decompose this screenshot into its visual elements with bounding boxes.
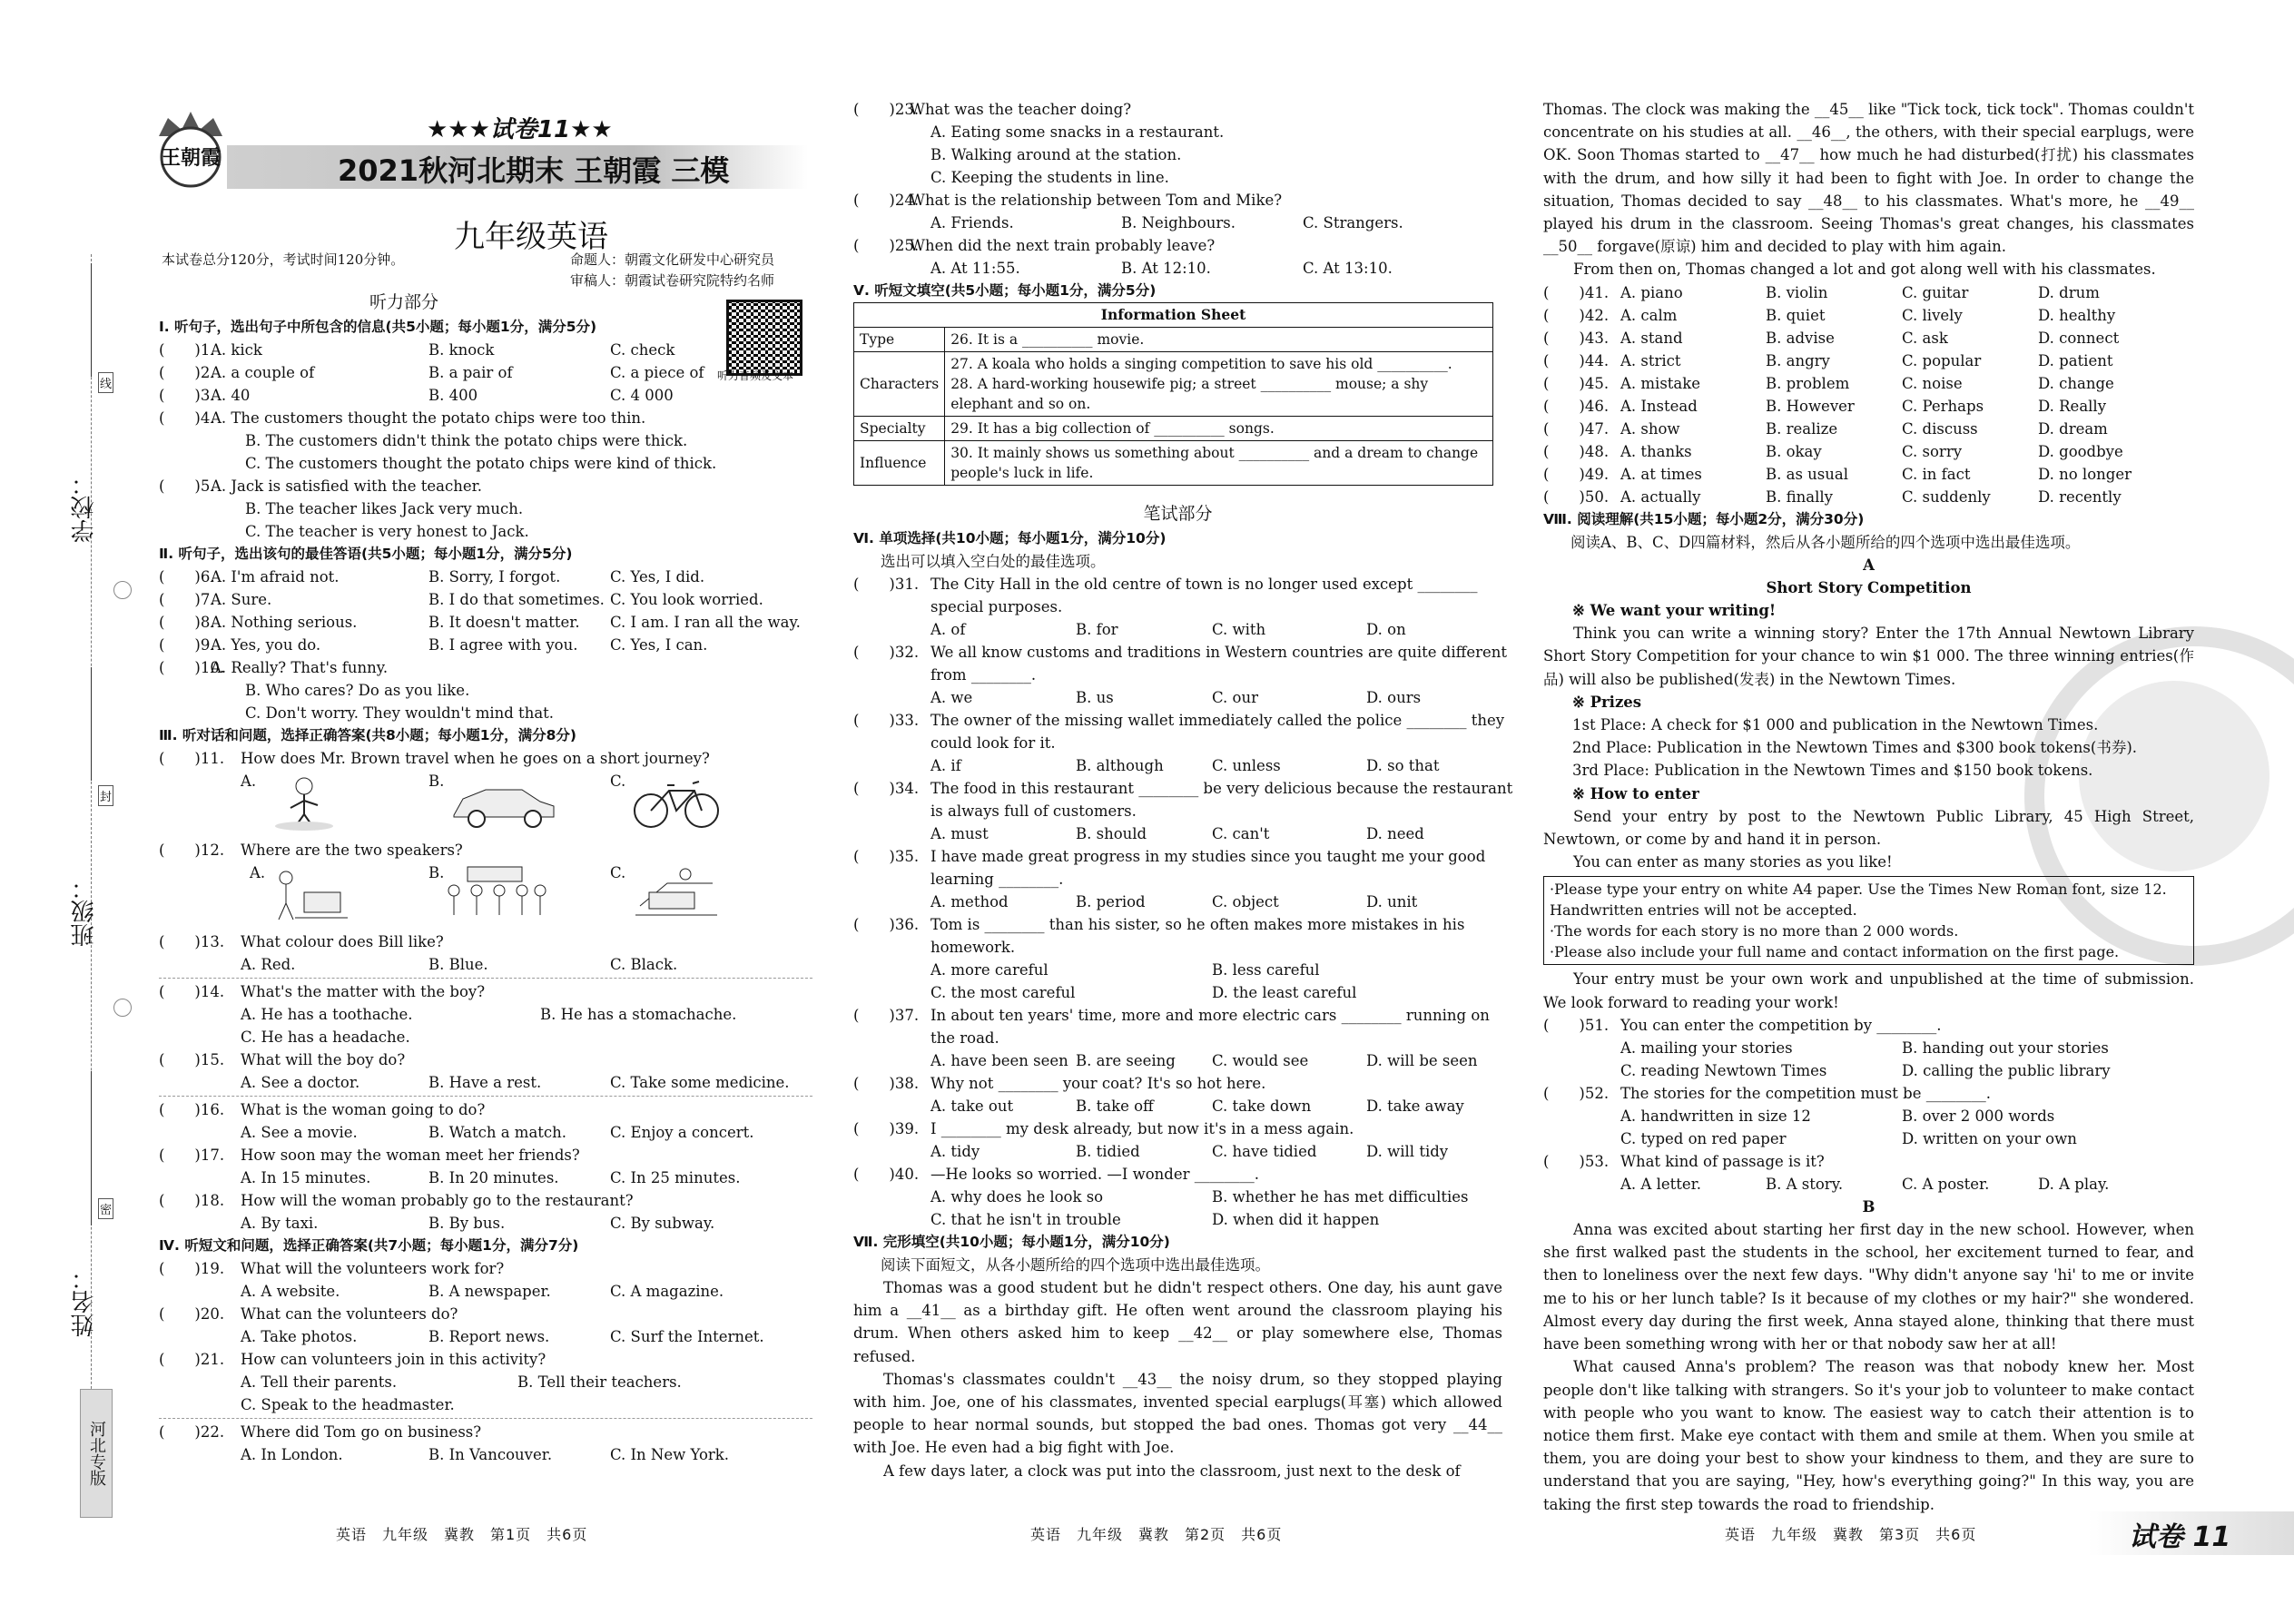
name-label: 姓名： (71, 1266, 98, 1337)
rule-2: ·The words for each story is no more than 2 000 words. (1550, 922, 1959, 940)
qr-caption: 听力音频及文本 (717, 369, 794, 382)
section-7-instruction: 阅读下面短文，从各小题所给的四个选项中选出最佳选项。 (881, 1256, 1270, 1274)
q23-option-b[interactable]: B. Walking around at the station. (930, 146, 1182, 163)
footer-page-3: 英语 九年级 冀教 第3页 共6页 (1725, 1526, 1977, 1543)
q23-option-a[interactable]: A. Eating some snacks in a restaurant. (930, 123, 1225, 141)
q17-options[interactable]: A. In 15 minutes. B. In 20 minutes. C. In 25 minutes. (241, 1169, 741, 1186)
blank-26[interactable]: 26. It is a __________ movie. (945, 328, 1493, 352)
section-4-heading: Ⅳ. 听短文和问题，选择正确答案(共7小题；每小题1分，满分7分) (159, 1237, 579, 1254)
reviewer-line: 审稿人：朝霞试卷研究院特约名师 (570, 272, 775, 289)
row-label-influence: Influence (854, 441, 945, 486)
question-52[interactable]: ( )52. The stories for the competition must be ________. A. handwritten in size 12 B. over 2 000 words C. typed on red paper D. written on your own (1543, 1084, 2077, 1147)
cloze-option-50[interactable]: ( )50. A. actually B. finally C. suddenly D. recently (1543, 487, 2122, 506)
cut-line (91, 254, 92, 1443)
row-label-specialty: Specialty (854, 417, 945, 441)
q11-pictures[interactable]: A. B. C. (159, 770, 812, 839)
question-17[interactable]: ( )17. How soon may the woman meet her friends? (159, 1147, 580, 1164)
q14-options[interactable]: A. He has a toothache. B. He has a stomachache. (241, 1006, 737, 1023)
section-3-heading: Ⅲ. 听对话和问题，选择正确答案(共8小题；每小题1分，满分8分) (159, 727, 576, 743)
divider (159, 1418, 812, 1419)
class-label: 班级： (71, 876, 98, 947)
q4-option-b[interactable]: B. The customers didn't think the potato chips were thick. (245, 432, 688, 449)
question-35[interactable]: ( )35. I have made great progress in my studies since you taught me your good learning ________. A. method B. period C. object D. unit (853, 848, 1486, 910)
cloze-option-45[interactable]: ( )45. A. mistake B. problem C. noise D. change (1543, 374, 2114, 392)
passage-a-letter: A (1863, 556, 1875, 574)
q10-option-c[interactable]: C. Don't worry. They wouldn't mind that. (245, 704, 555, 722)
question-21[interactable]: ( )21. How can volunteers join in this activity? (159, 1351, 546, 1368)
passage-a-p4: Your entry must be your own work and unpublished at the time of submission. We look forward to reading your work! (1543, 970, 2194, 1011)
footer-page-1: 英语 九年级 冀教 第1页 共6页 (336, 1526, 588, 1543)
blank-29[interactable]: 29. It has a big collection of __________ songs. (945, 417, 1493, 441)
section-2-heading: Ⅱ. 听句子，选出该句的最佳答语(共5小题；每小题1分，满分5分) (159, 546, 573, 562)
question-23[interactable]: ( )23. What was the teacher doing? (853, 101, 1132, 118)
exam-title: 2021秋河北期末 王朝霞 三模 (338, 153, 730, 188)
question-25[interactable]: ( )25. When did the next train probably leave? (853, 237, 1216, 254)
passage-a-title: Short Story Competition (1766, 578, 1972, 596)
q16-options[interactable]: A. See a movie. B. Watch a match. C. Enjoy a concert. (241, 1124, 754, 1141)
section-6-instruction: 选出可以填入空白处的最佳选项。 (881, 553, 1106, 570)
passage-a-heading-1: ※ We want your writing! (1572, 602, 1777, 620)
blank-28[interactable]: 28. A hard-working housewife pig; a street __________ mouse; a shy elephant and so on. (950, 376, 1429, 412)
cloze-paragraph-3: A few days later, a clock was put into the classroom, just next to the desk of (883, 1462, 1461, 1480)
question-24[interactable]: ( )24. What is the relationship between Tom and Mike? (853, 192, 1283, 209)
school-line (91, 263, 92, 377)
q12-pictures[interactable]: A. B. C. (159, 861, 812, 930)
passage-a-heading-3: ※ How to enter (1572, 784, 1699, 802)
q18-options[interactable]: A. By taxi. B. By bus. C. By subway. (241, 1215, 715, 1232)
cloze-option-48[interactable]: ( )48. A. thanks B. okay C. sorry D. goodbye (1543, 442, 2123, 460)
passage-a-p1: Think you can write a winning story? Enter the 17th Annual Newtown Library Short Story Competition for your chance to win $1 000. The three winning entries(作品) will also be published(发表) in the Newtown Times. (1543, 625, 2194, 688)
question-4[interactable]: ( )4. A. The customers thought the potato chips were too thin. (159, 409, 646, 427)
section-8-instruction: 阅读A、B、C、D四篇材料，然后从各小题所给的四个选项中选出最佳选项。 (1570, 533, 2081, 551)
row-label-type: Type (854, 328, 945, 352)
question-9[interactable]: ( )9. A. Yes, you do. B. I agree with you. C. Yes, I can. (159, 636, 708, 654)
name-line (91, 1071, 92, 1225)
question-5[interactable]: ( )5. A. Jack is satisfied with the teacher. (159, 477, 482, 495)
question-20[interactable]: ( )20. What can the volunteers do? (159, 1305, 458, 1323)
cloze-options[interactable] (1543, 281, 2194, 508)
question-33[interactable]: ( )33. The owner of the missing wallet immediately called the police ________ they could look for it. A. if B. although C. unless D. so that (853, 712, 1505, 774)
info-sheet-title: Information Sheet (854, 303, 1493, 328)
q22-options[interactable]: A. In London. B. In Vancouver. C. In New York. (241, 1446, 730, 1463)
cloze-paragraph-2: Thomas's classmates couldn't __43__ the noisy drum, so they stopped playing with him. Joe, one of his classmates, invented special earplugs(耳塞) which allowed people to hear normal sounds, but stopped the bad ones. Thomas got very __44__ with Joe. He even had a big fight with Joe. (853, 1370, 1502, 1457)
question-36[interactable]: ( )36. Tom is ________ than his sister, so he often makes more mistakes in his homework. A. more careful B. less careful C. the most careful D. the least careful (853, 916, 1465, 1001)
seal-char-feng: 封 (98, 785, 113, 806)
cloze-option-44[interactable]: ( )44. A. strict B. angry C. popular D. patient (1543, 351, 2113, 369)
punch-hole-2 (113, 999, 132, 1017)
prize-3: 3rd Place: Publication in the Newtown Times and $150 book tokens. (1572, 762, 2093, 780)
question-12[interactable]: ( )12. Where are the two speakers? (159, 842, 463, 859)
q10-option-b[interactable]: B. Who cares? Do as you like. (245, 682, 470, 699)
passage-a-p3: You can enter as many stories as you like! (1573, 853, 1893, 871)
class-line (91, 667, 92, 781)
cloze-option-46[interactable]: ( )46. A. Instead B. However C. Perhaps D. Really (1543, 397, 2107, 415)
cloze-paragraph-5: From then on, Thomas changed a lot and got along well with his classmates. (1573, 261, 2156, 279)
classroom-picture (440, 865, 549, 923)
question-37[interactable]: ( )37. In about ten years' time, more and more electric cars ________ running on the road. A. have been seen B. are seeing C. would see D. will be seen (853, 1007, 1490, 1069)
q5-option-b[interactable]: B. The teacher likes Jack very much. (245, 500, 524, 517)
passage-b-letter: B (1862, 1197, 1876, 1216)
exam-info: 本试卷总分120分，考试时间120分钟。 (162, 251, 405, 268)
q25-options[interactable]: A. At 11:55. B. At 12:10. C. At 13:10. (930, 260, 1393, 277)
rules-box (1543, 876, 2194, 965)
question-7[interactable]: ( )7. A. Sure. B. I do that sometimes. C. You look worried. (159, 591, 763, 608)
information-sheet (853, 302, 1493, 486)
punch-hole-1 (113, 581, 132, 599)
walking-picture (268, 773, 340, 832)
cloze-option-42[interactable]: ( )42. A. calm B. quiet C. lively D. healthy (1543, 306, 2116, 324)
paper-tag: 试卷 11 (2129, 1521, 2231, 1553)
question-31[interactable]: ( )31. The City Hall in the old centre of town is no longer used except ________ special purposes. A. of B. for C. with D. on (853, 576, 1478, 638)
question-34[interactable]: ( )34. The food in this restaurant ________ be very delicious because the restaurant is always full of customers. A. must B. should C. can't D. need (853, 780, 1513, 842)
question-16[interactable]: ( )16. What is the woman going to do? (159, 1101, 486, 1118)
author-line: 命题人：朝霞文化研发中心研究员 (570, 251, 775, 268)
passage-a-p2: Send your entry by post to the Newtown Public Library, 45 High Street, Newtown, or come by and hand it in person. (1543, 807, 2194, 849)
edition-badge: 河北专版 (80, 1389, 113, 1518)
cloze-option-43[interactable]: ( )43. A. stand B. advise C. ask D. connect (1543, 329, 2120, 347)
question-14[interactable]: ( )14. What's the matter with the boy? (159, 983, 486, 1000)
paper-number: ★★★试卷11★★ (427, 116, 613, 143)
passage-b-p2: What caused Anna's problem? The reason was that nobody knew her. Most people don't like talking with strangers. So it's your job to volunteer to make contact with people who you want to know. The easiest way to catch their attention is to notice them first. Make eye contact with them and smile at them. When you smile at them, you are doing your best to show your kindness to them, and they are sure to understand that you are saying, "Hey, how's everything going?" In this way, you are taking the first step towards the road to friendship. (1543, 1358, 2194, 1513)
prize-1: 1st Place: A check for $1 000 and publication in the Newtown Times. (1572, 716, 2099, 734)
cloze-option-49[interactable]: ( )49. A. at times B. as usual C. in fact D. no longer (1543, 465, 2132, 483)
blanks-27-28[interactable] (945, 352, 1493, 417)
q5-option-c[interactable]: C. The teacher is very honest to Jack. (245, 523, 529, 540)
q24-options[interactable]: A. Friends. B. Neighbours. C. Strangers. (930, 214, 1403, 231)
svg-text:王朝霞: 王朝霞 (160, 146, 222, 170)
question-1[interactable]: ( )1. A. kick B. knock C. check (159, 341, 675, 359)
blank-27[interactable]: 27. A koala who holds a singing competition to save his old __________. (950, 356, 1452, 372)
q20-options[interactable]: A. Take photos. B. Report news. C. Surf the Internet. (241, 1328, 764, 1345)
park-picture (268, 865, 350, 923)
school-label: 学校： (71, 472, 98, 543)
question-15[interactable]: ( )15. What will the boy do? (159, 1051, 406, 1068)
bicycle-picture (631, 774, 722, 831)
section-7-heading: Ⅶ. 完形填空(共10小题；每小题1分，满分10分) (853, 1234, 1170, 1250)
binding-strip (0, 0, 127, 1624)
question-19[interactable]: ( )19. What will the volunteers work for? (159, 1260, 505, 1277)
q21-option-c[interactable]: C. Speak to the headmaster. (241, 1396, 455, 1413)
cloze-option-41[interactable]: ( )41. A. piano B. violin C. guitar D. drum (1543, 283, 2100, 301)
q4-option-c[interactable]: C. The customers thought the potato chips were kind of thick. (245, 455, 717, 472)
question-22[interactable]: ( )22. Where did Tom go on business? (159, 1423, 482, 1441)
subject-title: 九年级英语 (454, 219, 608, 255)
question-40[interactable]: ( )40. —He looks so worried. —I wonder ________. A. why does he look so B. whether he has met difficulties C. that he isn't in trouble D. when did it happen (853, 1166, 1469, 1228)
passage-b-p1: Anna was excited about starting her first day in the new school. However, when she first walked past the students in the school, her excitement turned to fear, and then to loneliness over the next few days. "Why didn't anyone say 'hi' to me or invite me to his or her lunch table? Is it because of my clothes or my hair?" she wondered. Almost every day during the first week, Anna stayed alone, thinking that there must have been something wrong with her or that nobody saw her at all! (1543, 1221, 2194, 1353)
prize-2: 2nd Place: Publication in the Newtown Times and $300 book tokens(书券). (1572, 739, 2138, 757)
cloze-paragraph-1: Thomas was a good student but he didn't respect others. One day, his aunt gave him a __41__ as a birthday gift. He often went around the classroom playing his drum. When others asked him to keep __42__ or play somewhere else, Thomas refused. (853, 1279, 1502, 1365)
blank-30[interactable]: 30. It mainly shows us something about __________ and a dream to change people's luck in life. (945, 441, 1493, 486)
rule-1: ·Please type your entry on white A4 paper. Use the Times New Roman font, size 12. Handwritten entries will not be accepted. (1550, 881, 2167, 920)
q13-options[interactable]: A. Red. B. Blue. C. Black. (241, 956, 678, 973)
question-10[interactable]: ( )10. A. Really? That's funny. (159, 659, 389, 676)
cloze-option-47[interactable]: ( )47. A. show B. realize C. discuss D. dream (1543, 419, 2108, 438)
passage-a-heading-2: ※ Prizes (1572, 693, 1642, 711)
question-39[interactable]: ( )39. I ________ my desk already, but now it's in a mess again. A. tidy B. tidied C. have tidied D. will tidy (853, 1120, 1449, 1160)
q19-options[interactable]: A. A website. B. A newspaper. C. A magazine. (241, 1283, 724, 1300)
logo (150, 104, 231, 191)
q15-options[interactable]: A. See a doctor. B. Have a rest. C. Take some medicine. (241, 1074, 790, 1091)
cloze-paragraph-4: Thomas. The clock was making the __45__ like "Tick tock, tick tock". Thomas couldn't concentrate on his studies at all. __46__, the others, with their special earplugs, were OK. Soon Thomas started to __47__ how much he had disturbed(打扰) his classmates with the drum, and how silly it had been to fight with Joe. In order to change the situation, Thomas decided to say __48__ to his classmates. What's more, he __49__ played his drum in the classroom. Seeing Thomas's great changes, his classmates __50__ forgave(原谅) him and decided to play with him again. (1543, 101, 2194, 256)
question-2[interactable]: ( )2. A. a couple of B. a pair of C. a piece of (159, 364, 704, 381)
listening-heading: 听力部分 (369, 292, 438, 312)
question-3[interactable]: ( )3. A. 40 B. 400 C. 4 000 (159, 387, 674, 404)
q23-option-c[interactable]: C. Keeping the students in line. (930, 169, 1169, 186)
question-6[interactable]: ( )6. A. I'm afraid not. B. Sorry, I forgot. C. Yes, I did. (159, 568, 705, 586)
q14-option-c[interactable]: C. He has a headache. (241, 1029, 410, 1046)
divider (159, 1096, 812, 1097)
question-13[interactable]: ( )13. What colour does Bill like? (159, 933, 444, 950)
question-53[interactable]: ( )53. What kind of passage is it? A. A letter. B. A story. C. A poster. D. A play. (1543, 1152, 2110, 1193)
seal-char-xian: 线 (98, 372, 113, 393)
divider (159, 978, 812, 979)
question-38[interactable]: ( )38. Why not ________ your coat? It's so hot here. A. take out B. take off C. take down D. take away (853, 1075, 1464, 1115)
writing-heading: 笔试部分 (1143, 504, 1213, 524)
car-picture (449, 779, 558, 829)
q21-options[interactable]: A. Tell their parents. B. Tell their teachers. (241, 1373, 682, 1391)
question-32[interactable]: ( )32. We all know customs and traditions in Western countries are quite different from ________. A. we B. us C. our D. ours (853, 644, 1508, 706)
rule-3: ·Please also include your full name and contact information on the first page. (1550, 943, 2120, 961)
section-6-heading: Ⅵ. 单项选择(共10小题；每小题1分，满分10分) (853, 530, 1167, 546)
section-8-heading: Ⅷ. 阅读理解(共15小题；每小题2分，满分30分) (1543, 510, 1865, 527)
footer-page-2: 英语 九年级 冀教 第2页 共6页 (1030, 1526, 1283, 1543)
question-18[interactable]: ( )18. How will the woman probably go to the restaurant? (159, 1192, 634, 1209)
section-5-heading: Ⅴ. 听短文填空(共5小题；每小题1分，满分5分) (853, 282, 1157, 299)
station-picture (631, 865, 722, 923)
question-51[interactable]: ( )51. You can enter the competition by ________. A. mailing your stories B. handing out your stories C. reading Newtown Times D. calling the public library (1543, 1016, 2111, 1079)
row-label-characters: Characters (854, 352, 945, 417)
question-8[interactable]: ( )8. A. Nothing serious. B. It doesn't matter. C. I am. I ran all the way. (159, 614, 801, 631)
section-1-heading: Ⅰ. 听句子，选出句子中所包含的信息(共5小题；每小题1分，满分5分) (159, 319, 597, 335)
question-11[interactable]: ( )11. How does Mr. Brown travel when he goes on a short journey? (159, 750, 710, 767)
seal-char-mi: 密 (98, 1198, 113, 1219)
